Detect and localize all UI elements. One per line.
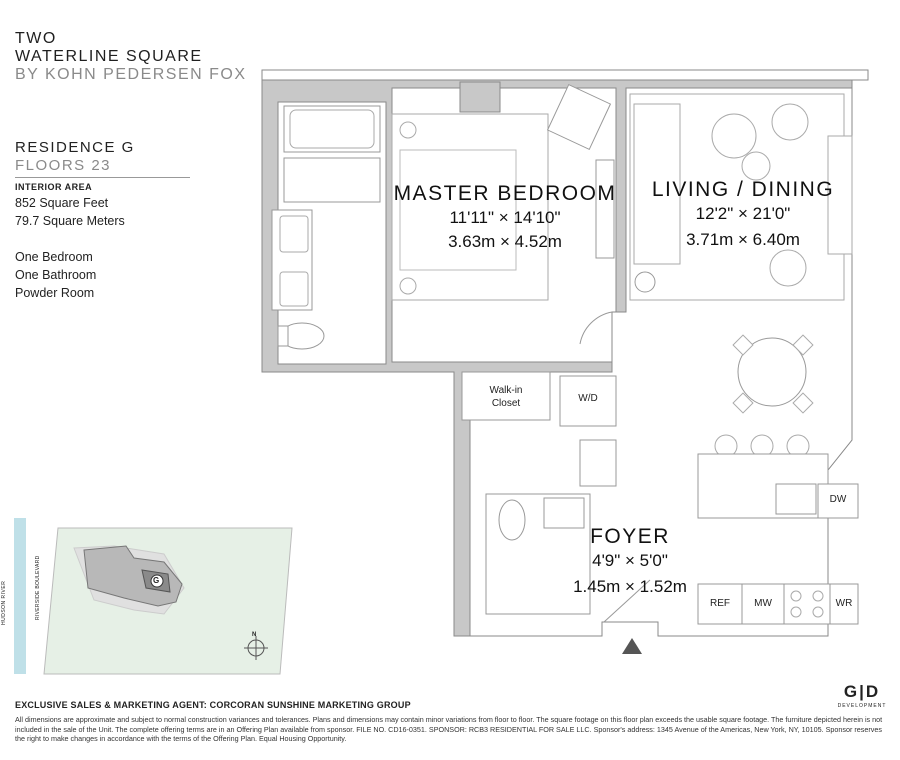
unit-marker: G xyxy=(153,576,160,585)
refrigerator-label: REF xyxy=(710,598,730,609)
microwave-label: MW xyxy=(754,598,772,609)
interior-area-label: INTERIOR AREA xyxy=(15,182,93,192)
living-dining-dim-m: 3.71m × 6.40m xyxy=(686,230,800,249)
sales-agent: EXCLUSIVE SALES & MARKETING AGENT: CORCORAN SUNSHINE MARKETING GROUP xyxy=(15,700,411,710)
feature-bedroom: One Bedroom xyxy=(15,250,93,264)
dishwasher-label: DW xyxy=(829,494,847,505)
master-bedroom-name: MASTER BEDROOM xyxy=(393,182,617,205)
key-plan xyxy=(14,518,298,678)
north-label: N xyxy=(252,632,257,638)
developer-logo: G|D xyxy=(843,682,881,701)
area-sqft: 852 Square Feet xyxy=(15,196,109,210)
foyer-name: FOYER xyxy=(590,525,670,548)
foyer-dim-m: 1.45m × 1.52m xyxy=(573,577,687,596)
master-bedroom-dim-ft: 11'11" × 14'10" xyxy=(449,208,561,227)
master-bedroom-dim-m: 3.63m × 4.52m xyxy=(448,232,562,251)
building-title-line-1: TWO xyxy=(15,30,57,47)
living-dining-dim-ft: 12'2" × 21'0" xyxy=(695,204,791,223)
residence-floors: FLOORS 23 xyxy=(15,157,112,174)
river-label: HUDSON RIVER xyxy=(1,580,7,625)
feature-bathroom: One Bathroom xyxy=(15,268,97,282)
wine-refrigerator-label: WR xyxy=(835,598,853,609)
residence-name: RESIDENCE G xyxy=(15,139,135,156)
foyer-dim-ft: 4'9" × 5'0" xyxy=(592,551,668,570)
washer-dryer-label: W/D xyxy=(578,393,598,404)
area-sqm: 79.7 Square Meters xyxy=(15,214,125,228)
walkin-closet-label-2: Closet xyxy=(491,398,521,409)
road-label: RIVERSIDE BOULEVARD xyxy=(35,555,41,620)
river-strip xyxy=(14,518,26,674)
disclaimer: All dimensions are approximate and subject to normal construction variances and tolerances. Plans and dimensions may contain minor variations from floor to floor. The square footage on this floor plan exceeds the usable square footage. The furniture depicted herein is not included in the sale of the Unit. The complete offering terms are in an Offering Plan available from sponsor. FILE NO. CD16-0351. SPONSOR: RCB3 RESIDENTIAL FOR SALE LLC. Sponsor's address: 1345 Avenue of the Americas, New York, NY, 10105. Sponsor reserves the right to make changes in accordance with the terms of the Offering Plan. Equal Housing Opportunity. xyxy=(15,715,883,743)
developer-logo-subtitle: DEVELOPMENT xyxy=(837,703,887,709)
building-architect: BY KOHN PEDERSEN FOX xyxy=(15,66,247,83)
living-dining-name: LIVING / DINING xyxy=(651,178,835,201)
walkin-closet-label-1: Walk-in xyxy=(489,385,523,396)
building-title-line-2: WATERLINE SQUARE xyxy=(15,48,203,65)
feature-powder-room: Powder Room xyxy=(15,286,95,300)
